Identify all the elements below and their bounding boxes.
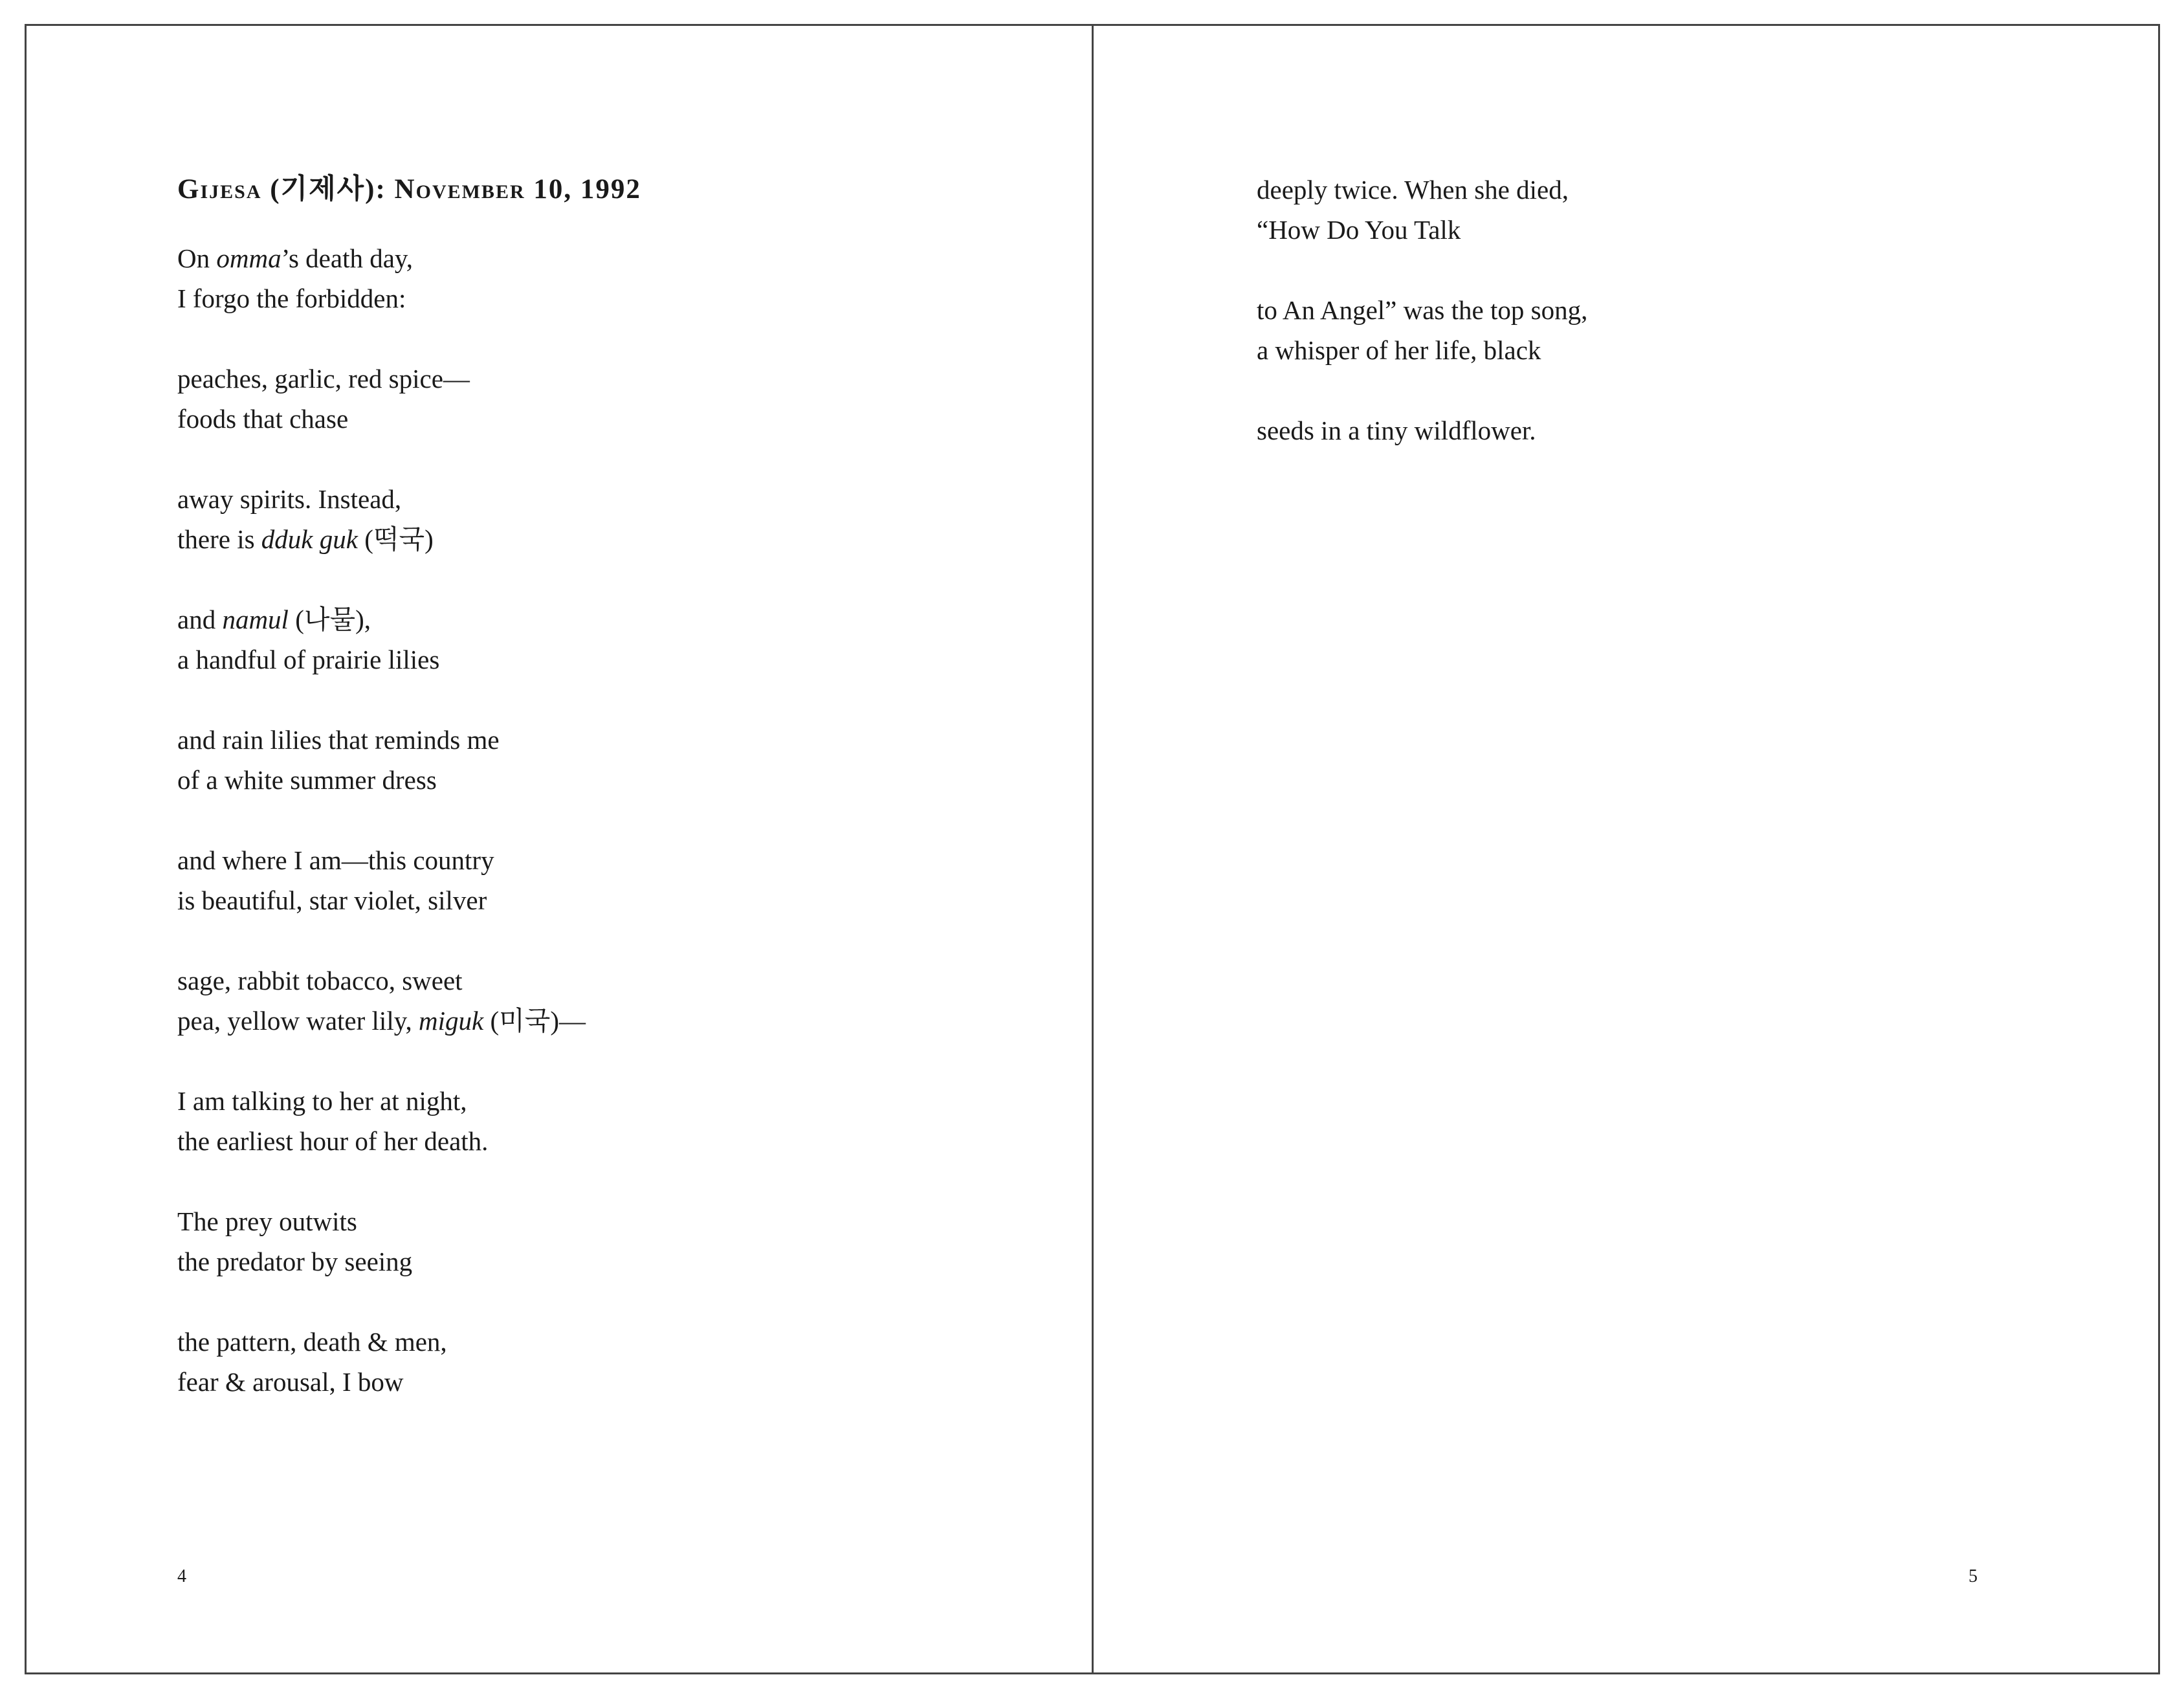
poem-line: [177, 880, 1019, 920]
stanza: [177, 479, 1019, 559]
stanza: [177, 1322, 1019, 1402]
italic-word: dduk guk: [261, 524, 358, 554]
right-page-content: [1257, 170, 2098, 491]
line-text: (나물),: [288, 605, 371, 634]
line-text: the earliest hour of her death.: [177, 1126, 489, 1156]
poem-line: [177, 519, 1019, 559]
poem-line: [1257, 290, 2098, 330]
poem-line: [177, 720, 1019, 760]
line-text: On: [177, 243, 217, 273]
poem-line: [177, 1322, 1019, 1362]
poem-line: [177, 1121, 1019, 1161]
italic-word: namul: [222, 605, 289, 634]
line-text: fear & arousal, I bow: [177, 1367, 404, 1397]
poem-line: [177, 840, 1019, 880]
line-text: a whisper of her life, black: [1257, 335, 1541, 365]
poem-line: [177, 1241, 1019, 1282]
line-text: and where I am—this country: [177, 845, 494, 875]
page-number-left: 4: [177, 1566, 186, 1586]
line-text: foods that chase: [177, 404, 349, 434]
stanza: [177, 1081, 1019, 1161]
poem-line: [177, 1081, 1019, 1121]
poem-line: [177, 278, 1019, 318]
line-text: of a white summer dress: [177, 765, 437, 795]
left-poem-body: [177, 238, 1019, 1402]
line-text: peaches, garlic, red spice—: [177, 364, 470, 394]
stanza: [1257, 290, 2098, 370]
poem-line: [177, 1362, 1019, 1402]
poem-line: [1257, 330, 2098, 370]
stanza: [177, 599, 1019, 680]
left-page-content: [177, 170, 1019, 1442]
line-text: the pattern, death & men,: [177, 1327, 447, 1357]
line-text: the predator by seeing: [177, 1247, 413, 1276]
line-text: away spirits. Instead,: [177, 484, 402, 514]
poem-line: [177, 359, 1019, 399]
line-text: and: [177, 605, 223, 634]
poem-line: [177, 399, 1019, 439]
page-number-right: 5: [1969, 1566, 1978, 1586]
right-poem-body: [1257, 170, 2098, 450]
line-text: a handful of prairie lilies: [177, 645, 440, 674]
poem-line: [177, 639, 1019, 680]
poem-line: [177, 599, 1019, 639]
line-text: I am talking to her at night,: [177, 1086, 467, 1116]
poem-line: [177, 1001, 1019, 1041]
stanza: [177, 1201, 1019, 1282]
stanza: [177, 840, 1019, 920]
line-text: (떡국): [357, 524, 434, 554]
stanza: [177, 720, 1019, 800]
line-text: seeds in a tiny wildflower.: [1257, 416, 1536, 445]
line-text: “How Do You Talk: [1257, 215, 1461, 245]
stanza: [1257, 410, 2098, 450]
line-text: deeply twice. When she died,: [1257, 175, 1569, 205]
poem-line: [1257, 410, 2098, 450]
line-text: to An Angel” was the top song,: [1257, 295, 1588, 325]
line-text: ’s death day,: [281, 243, 413, 273]
line-text: pea, yellow water lily,: [177, 1006, 419, 1036]
poem-line: [177, 479, 1019, 519]
line-text: there is: [177, 524, 261, 554]
stanza: [177, 238, 1019, 318]
stanza: [177, 359, 1019, 439]
line-text: sage, rabbit tobacco, sweet: [177, 966, 463, 995]
poem-line: [1257, 170, 2098, 210]
poem-line: [177, 238, 1019, 278]
stanza: [177, 961, 1019, 1041]
stanza: [1257, 170, 2098, 250]
line-text: I forgo the forbidden:: [177, 283, 406, 313]
line-text: (미국)—: [483, 1006, 586, 1036]
poem-line: [177, 1201, 1019, 1241]
line-text: is beautiful, star violet, silver: [177, 885, 487, 915]
poem-line: [177, 961, 1019, 1001]
italic-word: omma: [216, 243, 281, 273]
line-text: and rain lilies that reminds me: [177, 725, 500, 755]
poem-line: [177, 760, 1019, 800]
italic-word: miguk: [419, 1006, 484, 1036]
line-text: The prey outwits: [177, 1206, 357, 1236]
poem-title: Gijesa (기제사): November 10, 1992: [177, 174, 641, 205]
poem-line: [1257, 210, 2098, 250]
